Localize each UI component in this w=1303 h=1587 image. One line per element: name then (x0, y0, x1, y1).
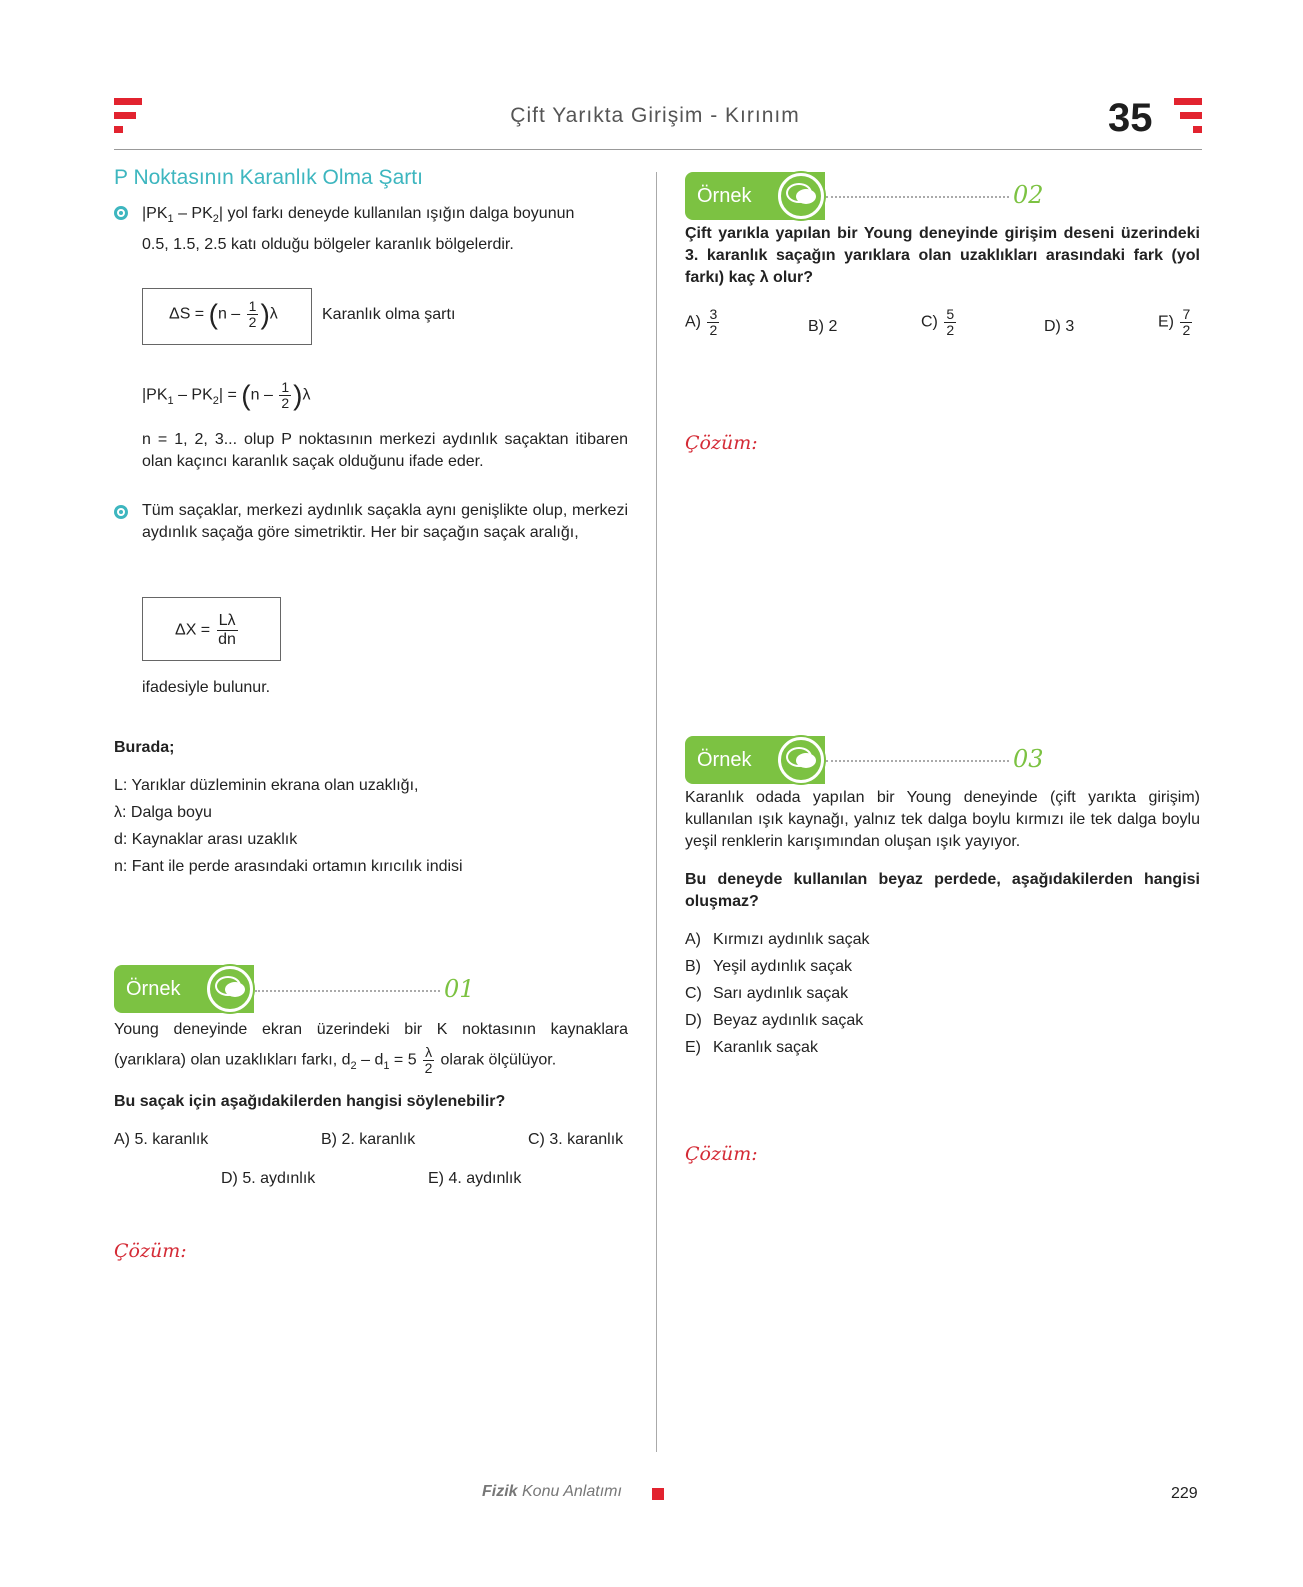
option-e: E) $\frac{7}{2}$ (1158, 306, 1191, 338)
definition-item: d: Kaynaklar arası uzaklık (114, 831, 298, 848)
brand-logo-right (1174, 98, 1204, 140)
option-item: E) Karanlık saçak (685, 1039, 818, 1056)
formula-follow-text: ifadesiyle bulunur. (142, 679, 271, 696)
path-difference-formula: $|PK_1 - PK_2| = (n$ – $\frac{1}{2}$ )λ (142, 379, 311, 411)
dotted-leader (826, 760, 1009, 762)
ornek-badge: Örnek (685, 736, 825, 784)
option-item: B) Yeşil aydınlık saçak (685, 958, 853, 975)
brand-logo-left (114, 98, 144, 140)
fringe-spacing-box: ΔX = $\frac{L\lambda}{dn}$ (142, 597, 281, 661)
option-c: C) $\frac{5}{2}$ (921, 306, 955, 338)
footer-book-title: Fizik Konu Anlatımı (482, 1483, 622, 1500)
target-bullet-icon (114, 206, 128, 220)
column-divider (656, 172, 657, 1452)
page-number: 229 (1171, 1485, 1198, 1502)
burada-heading: Burada; (114, 739, 175, 756)
option-item: C) Sarı aydınlık saçak (685, 985, 849, 1002)
ornek1-text-line2: (yarıklara) olan uzaklıkları farkı, $d_2 - d_1 = 5$ $\frac{\lambda}{2}$ olarak ölçülüyor. (114, 1044, 557, 1076)
option-a: A) 5. karanlık (114, 1131, 209, 1148)
definition-list (114, 775, 463, 883)
option-c: C) 3. karanlık (528, 1131, 624, 1148)
half-fraction: $\frac{1}{2}$ (248, 298, 257, 330)
chapter-number: 35 (1108, 96, 1153, 140)
option-item: A) Kırmızı aydınlık saçak (685, 931, 870, 948)
footer-red-square-icon (652, 1488, 664, 1500)
ornek-number: 02 (1013, 181, 1044, 209)
ornek-number: 01 (444, 975, 475, 1003)
bullet1-line2: 0.5, 1.5, 2.5 katı olduğu bölgeler karanlık bölgelerdir. (142, 236, 514, 253)
speech-bubble-icon (778, 737, 824, 783)
ornek3-options (685, 929, 870, 1064)
speech-bubble-icon (207, 966, 253, 1012)
option-d: D) 5. aydınlık (221, 1170, 316, 1187)
dotted-leader (255, 990, 440, 992)
cozum-label: Çözüm: (685, 432, 758, 454)
header-rule (114, 149, 1202, 150)
speech-bubble-icon (778, 173, 824, 219)
option-item: D) Beyaz aydınlık saçak (685, 1012, 864, 1029)
dark-condition-box: ΔS = (n – $\frac{1}{2}$ )λ (142, 288, 312, 345)
section-title: P Noktasının Karanlık Olma Şartı (114, 166, 423, 189)
ornek1-text: Young deneyinde ekran üzerindeki bir K noktasının kaynaklara (114, 1021, 628, 1038)
ornek-badge: Örnek (114, 965, 254, 1013)
ornek1-question: Bu saçak için aşağıdakilerden hangisi söylenebilir? (114, 1093, 506, 1110)
dark-condition-caption: Karanlık olma şartı (322, 306, 456, 323)
definition-item: λ: Dalga boyu (114, 804, 212, 821)
ornek3-text: Karanlık odada yapılan bir Young deneyinde (çift yarıkta girişim) kullanılan ışık kaynağı, yalnız tek dalga boylu kırmızı ile tek dalga boylu yeşil renklerin karışımından oluşan ışık yayıyor. (685, 789, 1200, 850)
bullet2-text: Tüm saçaklar, merkezi aydınlık saçakla aynı genişlikte olup, merkezi aydınlık saçağa göre simetriktir. Her bir saçağın saçak aralığı, (142, 502, 628, 541)
definition-item: n: Fant ile perde arasındaki ortamın kırıcılık indisi (114, 858, 463, 875)
cozum-label: Çözüm: (685, 1143, 758, 1165)
option-b: B) 2 (808, 318, 838, 335)
ornek-number: 03 (1013, 745, 1044, 773)
bullet1-text: $|PK_1 - PK_2|$ yol farkı deneyde kullanılan ışığın dalga boyunun (142, 205, 575, 226)
cozum-label: Çözüm: (114, 1240, 187, 1262)
ornek2-question: Çift yarıkla yapılan bir Young deneyinde girişim deseni üzerindeki 3. karanlık saçağın yarıklara olan uzaklıkları arasındaki fark (yol farkı) kaç λ olur? (685, 225, 1200, 286)
option-b: B) 2. karanlık (321, 1131, 416, 1148)
ornek-badge: Örnek (685, 172, 825, 220)
target-bullet-icon (114, 505, 128, 519)
dotted-leader (826, 196, 1009, 198)
chapter-title: Çift Yarıkta Girişim - Kırınım (510, 104, 800, 127)
n-description: n = 1, 2, 3... olup P noktasının merkezi aydınlık saçaktan itibaren olan kaçıncı karanlık saçak olduğunu ifade eder. (142, 431, 628, 470)
option-e: E) 4. aydınlık (428, 1170, 522, 1187)
option-a: A) $\frac{3}{2}$ (685, 306, 718, 338)
definition-item: L: Yarıklar düzleminin ekrana olan uzaklığı, (114, 777, 419, 794)
option-d: D) 3 (1044, 318, 1075, 335)
ornek3-question: Bu deneyde kullanılan beyaz perdede, aşağıdakilerden hangisi oluşmaz? (685, 871, 1200, 910)
